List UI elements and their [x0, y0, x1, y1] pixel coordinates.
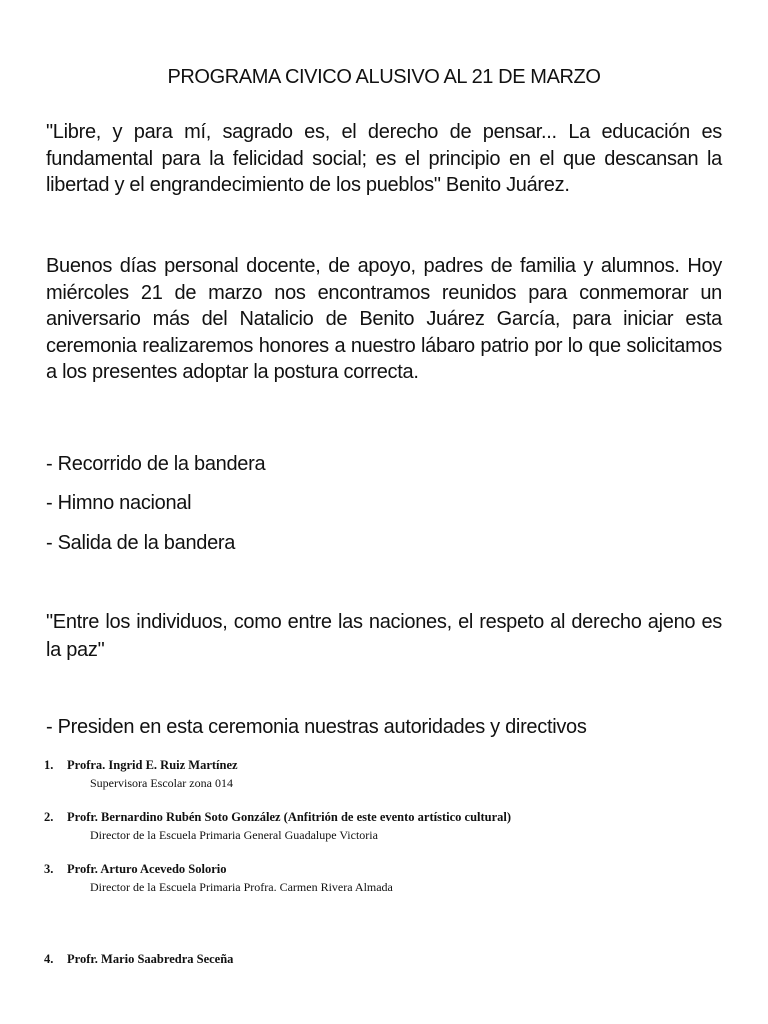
- authority-item: [44, 952, 233, 967]
- opening-quote: "Libre, y para mí, sagrado es, el derecho de pensar... La educación es fundamental para la felicidad social; es el principio en el que descansan la libertad y el engrandecimiento de los pueblos" Benito Juárez.: [46, 121, 722, 196]
- flag-item-salida: - Salida de la bandera: [46, 532, 236, 554]
- authority-name-row: [44, 810, 511, 825]
- authority-number: 2.: [44, 810, 54, 824]
- document-title: PROGRAMA CIVICO ALUSIVO AL 21 DE MARZO: [167, 66, 601, 88]
- second-quote: "Entre los individuos, como entre las naciones, el respeto al derecho ajeno es la paz": [46, 611, 722, 661]
- authority-item: [44, 862, 393, 895]
- authority-item: [44, 810, 511, 843]
- authority-item: [44, 758, 238, 791]
- authority-name: Profra. Ingrid E. Ruiz Martínez: [67, 758, 238, 772]
- greeting-paragraph: Buenos días personal docente, de apoyo, padres de familia y alumnos. Hoy miércoles 21 de marzo nos encontramos reunidos para conmemorar un aniversario más del Natalicio de Benito Juárez García, para iniciar esta ceremonia realizaremos honores a nuestro lábaro patrio por lo que solicitamos a los presentes adoptar la postura correcta.: [46, 255, 722, 383]
- authority-name-row: [44, 862, 393, 877]
- authority-role: Supervisora Escolar zona 014: [90, 776, 233, 790]
- presiden-line: - Presiden en esta ceremonia nuestras autoridades y directivos: [46, 716, 587, 738]
- flag-item-recorrido: - Recorrido de la bandera: [46, 453, 266, 475]
- authority-name: Profr. Mario Saabredra Seceña: [67, 952, 234, 966]
- authority-name-row: [44, 758, 238, 773]
- authority-number: 1.: [44, 758, 54, 772]
- authority-number: 3.: [44, 862, 54, 876]
- authority-role: Director de la Escuela Primaria Profra. Carmen Rivera Almada: [90, 880, 393, 894]
- authority-number: 4.: [44, 952, 54, 966]
- authority-role: Director de la Escuela Primaria General Guadalupe Victoria: [90, 828, 378, 842]
- authority-name: Profr. Arturo Acevedo Solorio: [67, 862, 227, 876]
- authority-name-row: [44, 952, 233, 967]
- flag-item-himno: - Himno nacional: [46, 492, 192, 514]
- authority-name: Profr. Bernardino Rubén Soto González (Anfitrión de este evento artístico cultural): [67, 810, 512, 824]
